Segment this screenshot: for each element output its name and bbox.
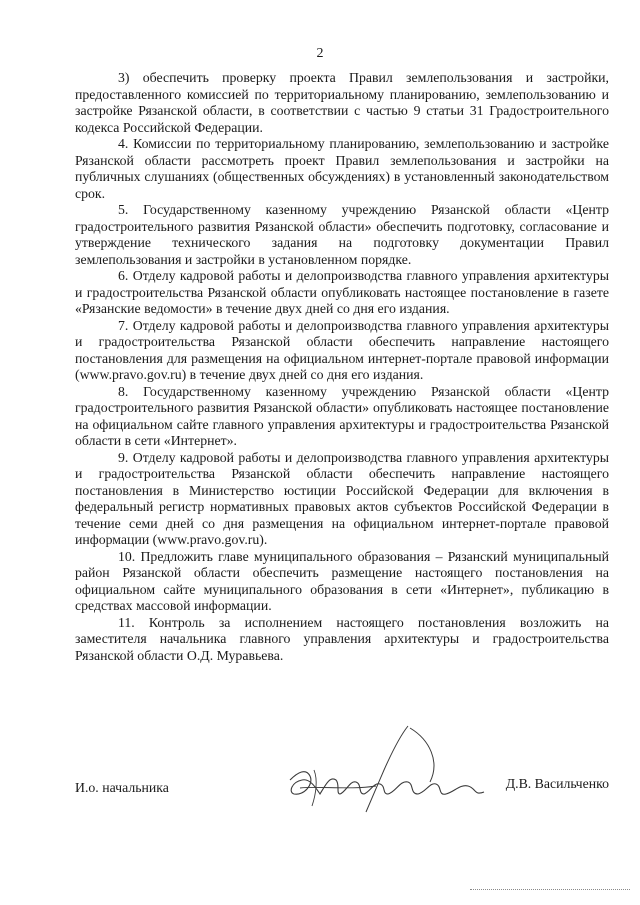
document-body bbox=[75, 70, 609, 664]
page-number: 2 bbox=[316, 46, 324, 61]
page-edge-divider bbox=[470, 889, 630, 890]
paragraph-item-10: 10. Предложить главе муниципального образования – Рязанский муниципальный район Рязанской области обеспечить размещение настоящего постановления на официальном сайте муниципального образования в сети «Интернет», публикацию в средствах массовой информации. bbox=[75, 548, 609, 613]
paragraph-item-6: 6. Отделу кадровой работы и делопроизводства главного управления архитектуры и градостроительства Рязанской области опубликовать настоящее постановление в газете «Рязанские ведомости» в течение двух дней со дня его издания. bbox=[75, 268, 609, 316]
signatory-title: И.о. начальника bbox=[75, 780, 169, 795]
paragraph-item-5: 5. Государственному казенному учреждению Рязанской области «Центр градостроительного развития Рязанской области» обеспечить подготовку, согласование и утверждение технического задания на подготовку документации Правил землепользования и застройки в установленном порядке. bbox=[75, 202, 609, 267]
paragraph-item-8: 8. Государственному казенному учреждению Рязанской области «Центр градостроительного развития Рязанской области» опубликовать настоящее постановление на официальном сайте главного управления архитектуры и градостроительства Рязанской области в сети «Интернет». bbox=[75, 383, 609, 448]
paragraph-item-7: 7. Отделу кадровой работы и делопроизводства главного управления архитектуры и градостроительства Рязанской области обеспечить направление настоящего постановления для размещения на официальном интернет-портале правовой информации (www.pravo.gov.ru) в течение двух дней со дня его издания. bbox=[75, 317, 609, 382]
signature-block bbox=[75, 770, 609, 810]
handwritten-signature bbox=[280, 722, 500, 822]
paragraph-item-3: 3) обеспечить проверку проекта Правил землепользования и застройки, предоставленного комиссией по территориальному планированию, землепользованию и застройке Рязанской области, в соответствии с частью 9 статьи 31 Градостроительного кодекса Российской Федерации. bbox=[75, 70, 609, 135]
signatory-name: Д.В. Васильченко bbox=[505, 776, 609, 791]
paragraph-item-9: 9. Отделу кадровой работы и делопроизводства главного управления архитектуры и градостроительства Рязанской области обеспечить направление настоящего постановления в Министерство юстиции Российской Федерации для включения в федеральный регистр нормативных правовых актов субъектов Российской Федерации в течение семи дней со дня размещения на официальном интернет-портале правовой информации (www.pravo.gov.ru). bbox=[75, 449, 609, 547]
paragraph-item-4: 4. Комиссии по территориальному планированию, землепользованию и застройке Рязанской области рассмотреть проект Правил землепользования и застройки на публичных слушаниях (общественных обсуждениях) в установленный законодательством срок. bbox=[75, 136, 609, 201]
paragraph-item-11: 11. Контроль за исполнением настоящего постановления возложить на заместителя начальника главного управления архитектуры и градостроительства Рязанской области О.Д. Муравьева. bbox=[75, 614, 609, 663]
